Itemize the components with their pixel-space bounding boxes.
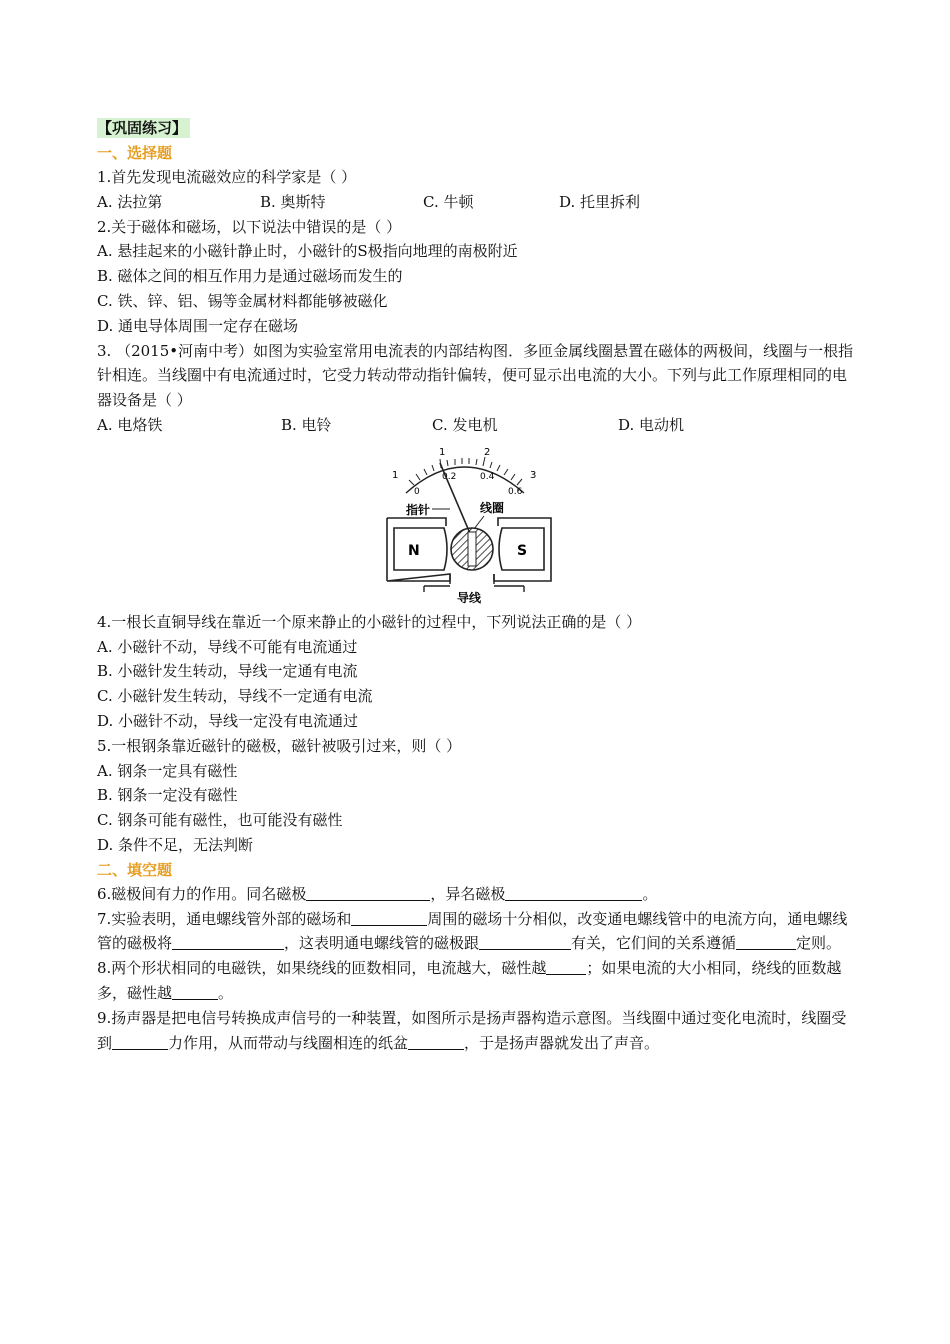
scale-bottom-2: 0.4: [480, 471, 495, 482]
question-1-option-a: A. 法拉第: [97, 192, 163, 211]
question-2-option-a: A. 悬挂起来的小磁针静止时，小磁针的S极指向地理的南极附近: [97, 242, 518, 261]
question-7-blank-4[interactable]: [736, 933, 796, 950]
north-pole: [394, 528, 447, 570]
question-4-stem: 4.一根长直铜导线在靠近一个原来静止的小磁针的过程中，下列说法正确的是（ ）: [97, 612, 642, 631]
scale-top-2: 2: [484, 446, 491, 458]
question-9-part-3: ，于是扬声器就发出了声音。: [464, 1033, 660, 1052]
question-4-option-a: A. 小磁针不动，导线不可能有电流通过: [97, 637, 358, 656]
question-3-option-c: C. 发电机: [432, 415, 498, 434]
question-7-part-1: 7.实验表明，通电螺线管外部的磁场和: [97, 909, 352, 928]
question-8-part-3: 。: [218, 983, 234, 1002]
question-1-option-c: C. 牛顿: [423, 192, 474, 211]
question-2-option-b: B. 磁体之间的相互作用力是通过磁场而发生的: [97, 267, 403, 286]
question-8-part-2: ；如果电流的大小相同，绕线的匝数越多，磁性越: [97, 959, 842, 1002]
question-6-blank-1[interactable]: [306, 884, 430, 901]
scale-top-3: 3: [530, 469, 537, 481]
wire-leads: [424, 574, 524, 592]
question-5-option-a: A. 钢条一定具有磁性: [97, 761, 238, 780]
section-badge: 【巩固练习】: [97, 118, 190, 138]
question-9-part-2: 力作用，从而带动与线圈相连的纸盆: [168, 1033, 409, 1052]
question-1-option-d: D. 托里拆利: [559, 192, 641, 211]
question-3-stem: 3. （2015•河南中考）如图为实验室常用电流表的内部结构图．多匝金属线圈悬置在磁体的两极间，线圈与一根指针相连。当线圈中有电流通过时，它受力转动带动指针偏转，便可显示出电流的大小。下列与此工作原理相同的电器设备是（ ）: [97, 341, 854, 410]
question-9-blank-2[interactable]: [408, 1033, 464, 1050]
section-title-choice: 一、选择题: [97, 144, 173, 162]
question-7-blank-3[interactable]: [479, 933, 571, 950]
scale-bottom-0: 0: [414, 486, 420, 497]
ammeter-diagram: [384, 446, 554, 606]
question-2-option-d: D. 通电导体周围一定存在磁场: [97, 316, 299, 335]
question-9-blank-1[interactable]: [112, 1033, 168, 1050]
question-1-option-b: B. 奥斯特: [260, 192, 326, 211]
question-7-part-2: 周围的磁场十分相似，改变通电螺线管中的电流方向，通电螺线管的磁极将: [97, 909, 848, 953]
question-2-option-c: C. 铁、锌、铝、锡等金属材料都能够被磁化: [97, 291, 388, 310]
question-6-part-3: 。: [642, 884, 658, 903]
question-7-blank-1[interactable]: [351, 909, 427, 926]
question-6: [97, 882, 857, 907]
scale-top-1: 1: [439, 446, 446, 458]
label-s: S: [517, 542, 528, 559]
question-8-part-1: 8.两个形状相同的电磁铁，如果绕线的匝数相同，电流越大，磁性越: [97, 959, 547, 978]
question-7-blank-2[interactable]: [172, 933, 284, 950]
worksheet: [97, 118, 857, 1055]
question-3-option-b: B. 电铃: [281, 415, 332, 434]
question-2-stem: 2.关于磁体和磁场，以下说法中错误的是（ ）: [97, 217, 402, 236]
section-title-fill: 二、填空题: [97, 860, 173, 879]
question-1-stem: 1.首先发现电流磁效应的科学家是（ ）: [97, 168, 357, 186]
question-3-option-d: D. 电动机: [618, 415, 685, 434]
question-9-part-1: 9.扬声器是把电信号转换成声信号的一种装置，如图所示是扬声器构造示意图。当线圈中通过变化电流时，线圈受到: [97, 1008, 847, 1052]
question-3-options: [97, 413, 857, 438]
question-4-option-c: C. 小磁针发生转动，导线不一定通有电流: [97, 687, 373, 706]
question-7-part-3: ，这表明通电螺线管的磁极跟: [284, 934, 480, 953]
question-1-options: [97, 190, 857, 215]
question-6-blank-2[interactable]: [505, 884, 642, 901]
label-pointer: 指针: [406, 502, 431, 517]
question-7-part-5: 定则。: [796, 934, 842, 953]
question-5-stem: 5.一根钢条靠近磁针的磁极，磁针被吸引过来，则（ ）: [97, 736, 462, 755]
question-8-blank-1[interactable]: [546, 958, 586, 975]
question-8-blank-2[interactable]: [172, 983, 218, 1000]
question-6-part-2: ，异名磁极: [430, 884, 506, 903]
label-wire: 导线: [457, 590, 482, 605]
question-4-option-b: B. 小磁针发生转动，导线一定通有电流: [97, 662, 358, 681]
question-5-option-d: D. 条件不足，无法判断: [97, 835, 254, 854]
question-5-option-c: C. 钢条可能有磁性，也可能没有磁性: [97, 811, 343, 830]
coil-core: [468, 532, 476, 566]
question-3-option-a: A. 电烙铁: [97, 415, 163, 434]
question-5-option-b: B. 钢条一定没有磁性: [97, 786, 238, 805]
ammeter-figure: [97, 446, 857, 606]
question-7: [97, 907, 857, 957]
scale-top-0: 1: [392, 469, 399, 481]
question-9: [97, 1006, 857, 1056]
scale-ticks: [409, 457, 522, 485]
question-6-part-1: 6.磁极间有力的作用。同名磁极: [97, 884, 307, 903]
scale-bottom-3: 0.6: [508, 486, 523, 497]
question-4-option-d: D. 小磁针不动，导线一定没有电流通过: [97, 711, 359, 730]
scale-bottom-1: 0.2: [442, 471, 457, 482]
label-coil: 线圈: [480, 500, 505, 515]
label-n: N: [408, 542, 420, 559]
question-7-part-4: 有关，它们间的关系遵循: [571, 934, 737, 953]
question-8: [97, 956, 857, 1006]
